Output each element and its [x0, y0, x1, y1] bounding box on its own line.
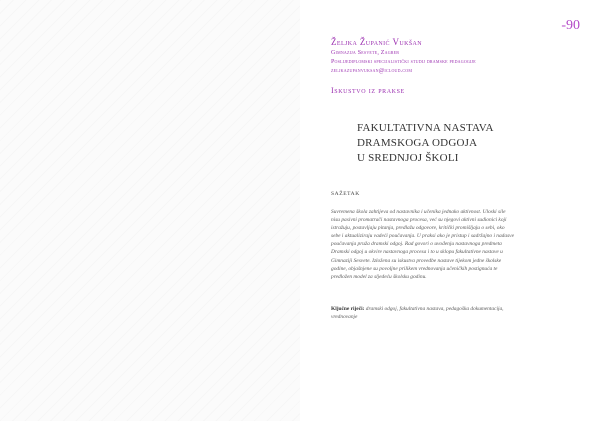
author-name: Željka Županić Vukšan	[331, 37, 423, 47]
keywords-text: dramski odgoj, fakultativna nastava, pedagoška dokumentacija,	[365, 306, 504, 312]
author-school: Gimnazija Sesvete, Zagreb	[331, 50, 400, 56]
author-email[interactable]: zeljkazupanvuksan@icloud.com	[331, 68, 413, 74]
abstract-line: poučavanja pruža dramski odgoj. Rad govori o uvođenju nastavnoga predmeta	[331, 241, 502, 248]
keywords	[331, 305, 561, 321]
keywords-line-1	[331, 305, 561, 313]
title-line: FAKULTATIVNA NASTAVA	[357, 122, 494, 134]
abstract-line: Gimnaziji Sesvete. Izložena su iskustva provedbe nastave tijekom jedne školske	[331, 257, 502, 264]
abstract-line: sebe i aktualiziraju vadeći poučavanja. U praksi ako je pristup i sadržajno i nadasve	[331, 233, 514, 240]
section-label: Iskustvo iz prakse	[331, 86, 405, 95]
abstract-line: istražuju, postavljaju pitanja, predlažu odgovore, kritički promišljaju o sebi, oko	[331, 225, 505, 232]
abstract-heading: SAŽETAK	[331, 191, 360, 197]
abstract-line: predložen model za sljedeću školsku godinu.	[331, 273, 427, 280]
abstract-line: nisu pasivni promatrači nastavnoga procesa, već su njegovi aktivni sudionici koji	[331, 217, 507, 224]
title-line: DRAMSKOGA ODGOJA	[357, 137, 478, 149]
keywords-label: Ključne riječi:	[331, 306, 365, 312]
author-block	[331, 37, 581, 74]
keywords-text: vrednovanje	[331, 314, 358, 321]
title-line: U SREDNJOJ ŠKOLI	[357, 152, 459, 164]
page-number: -90	[561, 18, 580, 33]
abstract-text	[331, 208, 561, 281]
abstract-line: Dramski odgoj u okvire nastavnoga procesa i to u sklopu fakultativne nastave u	[331, 249, 503, 256]
abstract-line: Suvremena škola zahtijeva od nastavnika i učenika jednako aktivnost. Uloski sile	[331, 209, 506, 215]
article-title	[357, 121, 557, 166]
author-program: Poslijediplomski specijalistički studij dramske pedagogije	[331, 59, 476, 65]
abstract-line: godine, objašnjene su povoljne prilikem vrednovanja učeničkih postignuća te	[331, 265, 498, 272]
